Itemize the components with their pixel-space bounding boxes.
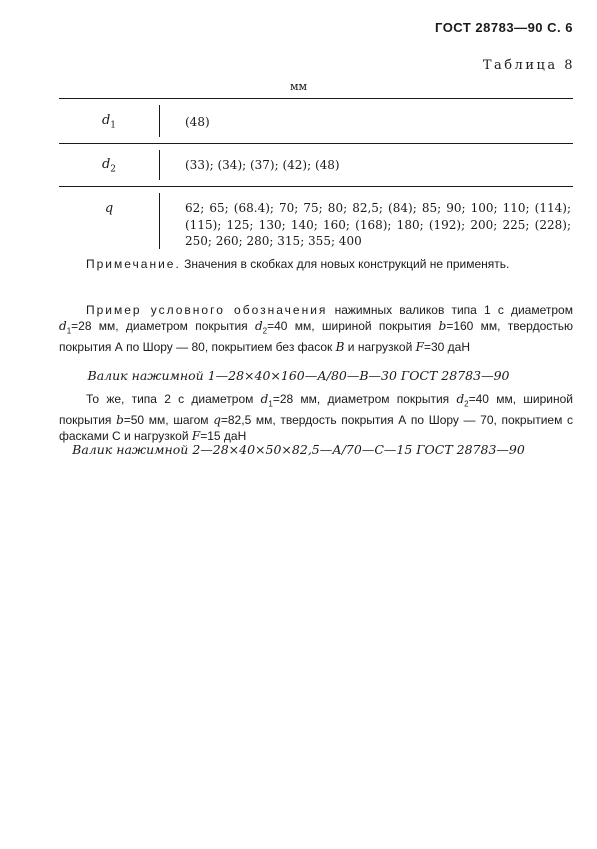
table-row: [59, 144, 573, 187]
table-row: [59, 99, 573, 144]
row-values: (48): [185, 115, 210, 129]
column-divider: [159, 105, 160, 137]
column-divider: [159, 150, 160, 180]
units-label: мм: [289, 80, 308, 93]
table-caption: Таблица 8: [482, 58, 575, 73]
row-symbol: q: [104, 201, 114, 216]
row-symbol: $d_1$: [101, 113, 117, 131]
row-values: (33); (34); (37); (42); (48): [185, 158, 340, 172]
page-header: ГОСТ 28783—90 С. 6: [435, 20, 573, 35]
dimensions-table: [59, 98, 573, 256]
note-text: Значения в скобках для новых конструкций не применять.: [184, 257, 510, 271]
row-values: 62; 65; (68.4); 70; 75; 80; 82,5; (84); 85; 90; 100; 110; (114); (115); 125; 130; 140; 160; (168); 180; (192); 200; 225; (228); 250; 260; 280; 315; 355; 400: [185, 201, 571, 248]
example-2-text: То же, типа 2 с диаметром $d_1=28$ мм, диаметром покрытия $d_2=40$ мм, шириной покрытия b=50 мм, шагом q=82,5 мм, твердость покрытия А по Шору — 70, покрытием с фасками С и нагрузкой F=15 даН: [59, 392, 573, 444]
column-divider: [159, 193, 160, 249]
row-symbol: $d_2$: [101, 157, 117, 175]
example-1-text: Пример условного обозначения нажимных валиков типа 1 с диаметром $d_1=28$ мм, диаметром покрытия $d_2=40$ мм, шириной покрытия b=160 мм, твердостью покрытия А по Шору — 80, покрытием без фасок B и нагрузкой F=30 даН: [59, 303, 574, 355]
note-label: Примечание.: [86, 257, 181, 271]
designation-2: Валик нажимной 2—28×40×50×82,5—А/70—С—15 ГОСТ 28783—90: [72, 442, 525, 457]
table-row: [59, 187, 573, 255]
designation-1: Валик нажимной 1—28×40×160—А/80—В—30 ГОСТ 28783—90: [87, 368, 510, 383]
table-note: [59, 256, 573, 272]
example-label: Пример условного обозначения: [86, 303, 328, 317]
